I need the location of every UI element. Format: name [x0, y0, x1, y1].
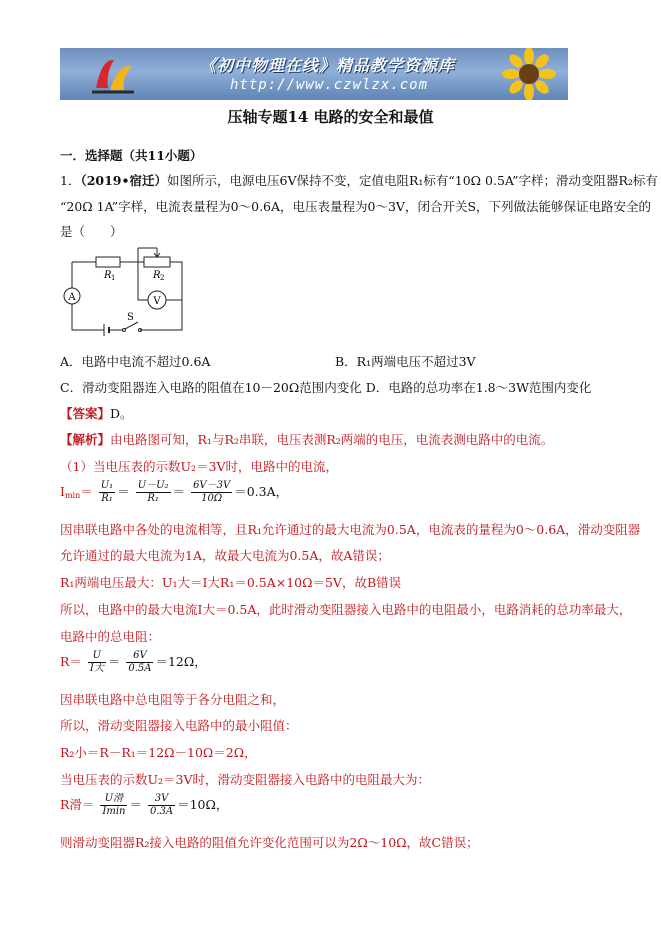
site-logo-icon: [88, 54, 138, 96]
analysis-intro-text: 由电路图可知，R₁与R₂串联，电压表测R₂两端的电压，电流表测电路中的电流。: [110, 432, 554, 447]
question-line-2: “20Ω 1A”字样，电流表量程为0～0.6A，电压表量程为0～3V，闭合开关S，下列做法能够保证电路安全的: [60, 199, 652, 214]
fraction-u-imax: $\frac{U}{\text{I大}}$: [89, 650, 104, 674]
section-heading: 一．选择题（共11小题）: [60, 148, 203, 163]
fraction-uslide-imin: $\frac{\text{U滑}}{Imin}$: [102, 793, 126, 817]
analysis-para3: 所以，电路中的最大电流I大＝0.5A，此时滑动变阻器接入电路中的电阻最小，电路消耗的总功率最大，: [60, 602, 632, 617]
analysis-intro: [60, 430, 553, 448]
analysis-para1: 因串联电路中各处的电流相等，且R₁允许通过的最大电流为0.5A，电流表的量程为0～0.6A，滑动变阻器: [60, 522, 641, 537]
fraction-6v-05a: $\frac{6V}{0.5A}$: [128, 650, 152, 674]
circuit-diagram: [60, 238, 190, 338]
analysis-para1b: 允许通过的最大电流为1A，故最大电流为0.5A，故A错误；: [60, 548, 390, 563]
answer-line: [60, 404, 133, 422]
question-number: 1．: [60, 173, 81, 188]
question-line-3: 是（ ）: [60, 224, 123, 239]
header-banner: [60, 48, 568, 100]
fraction-u-u2-r1: $\frac{\text{U－U₂}}{\text{R₁}}$: [137, 480, 169, 504]
imin-sub: min: [64, 491, 81, 500]
r1-sub: 1: [111, 274, 116, 282]
analysis-para7: R₂小＝R－R₁＝12Ω－10Ω＝2Ω，: [60, 745, 257, 760]
analysis-para2: R₁两端电压最大：U₁大＝I大R₁＝0.5A×10Ω＝5V，故B错误: [60, 575, 402, 590]
option-b: B．R₁两端电压不超过3V: [335, 354, 476, 369]
analysis-para5: 因串联电路中总电阻等于各分电阻之和，: [60, 692, 286, 707]
imin-result: ＝0.3A，: [234, 484, 289, 499]
voltmeter-label: V: [153, 296, 161, 307]
analysis-para6: 所以，滑动变阻器接入电路中的最小阻值：: [60, 718, 298, 733]
banner-title: 《初中物理在线》精品教学资源库: [200, 56, 456, 75]
r1-label: R: [104, 270, 112, 281]
fraction-u1-r1: $\frac{\text{U₁}}{\text{R₁}}$: [100, 480, 114, 504]
question-source: （2019•宿迁）: [80, 173, 167, 188]
analysis-para4: 电路中的总电阻：: [60, 629, 161, 644]
ammeter-label: A: [68, 292, 76, 303]
option-c-d: C．滑动变阻器连入电路的阻值在10－20Ω范围内变化 D．电路的总功率在1.8～3W范围内变化: [60, 380, 592, 395]
option-a: A．电路中电流不超过0.6A: [60, 354, 211, 369]
max-slider-resistance-formula: R滑＝ $\frac{\text{U滑}}{Imin}$ ＝ $\frac{3V}{0.3A}$ ＝10Ω，: [60, 793, 229, 817]
answer-value: D。: [110, 406, 133, 421]
question-line-1: [60, 171, 658, 189]
analysis-label: 【解析】: [60, 432, 111, 447]
resistor-r1: [96, 257, 120, 267]
r2-sub: 2: [160, 274, 165, 282]
page-title: 压轴专题14 电路的安全和最值: [227, 108, 434, 126]
resistor-r2: [144, 257, 170, 267]
sunflower-icon: [494, 48, 564, 100]
r2-label: R: [153, 270, 161, 281]
imin-lhs: I: [60, 484, 65, 499]
fraction-3v-03a: $\frac{3V}{0.3A}$: [149, 793, 174, 817]
analysis-para8: 当电压表的示数U₂＝3V时，滑动变阻器接入电路中的电阻最大为：: [60, 772, 431, 787]
fraction-values: $\frac{6V-3V}{10\Omega}$: [193, 480, 231, 504]
switch-label: S: [127, 312, 134, 323]
answer-label: 【答案】: [60, 406, 111, 421]
imin-formula: $I_{min}=$ $\frac{\text{U₁}}{\text{R₁}}$ ＝ $\frac{\text{U－U₂}}{\text{R₁}}$ ＝ $\frac{6V-3V}{10\Omega}$ ＝0.3A，: [60, 480, 289, 504]
analysis-para9: 则滑动变阻器R₂接入电路的阻值允许变化范围可以为2Ω～10Ω，故C错误；: [60, 835, 479, 850]
question-text-1: 如图所示，电源电压6V保持不变，定值电阻R₁标有“10Ω 0.5A”字样；滑动变阻器R₂标有: [166, 173, 658, 188]
banner-url: http://www.czwlzx.com: [230, 77, 429, 93]
analysis-step1: （1）当电压表的示数U₂＝3V时，电路中的电流，: [60, 459, 338, 474]
total-resistance-formula: R＝ $\frac{U}{\text{I大}}$ ＝ $\frac{6V}{0.5A}$ ＝12Ω，: [60, 650, 207, 674]
